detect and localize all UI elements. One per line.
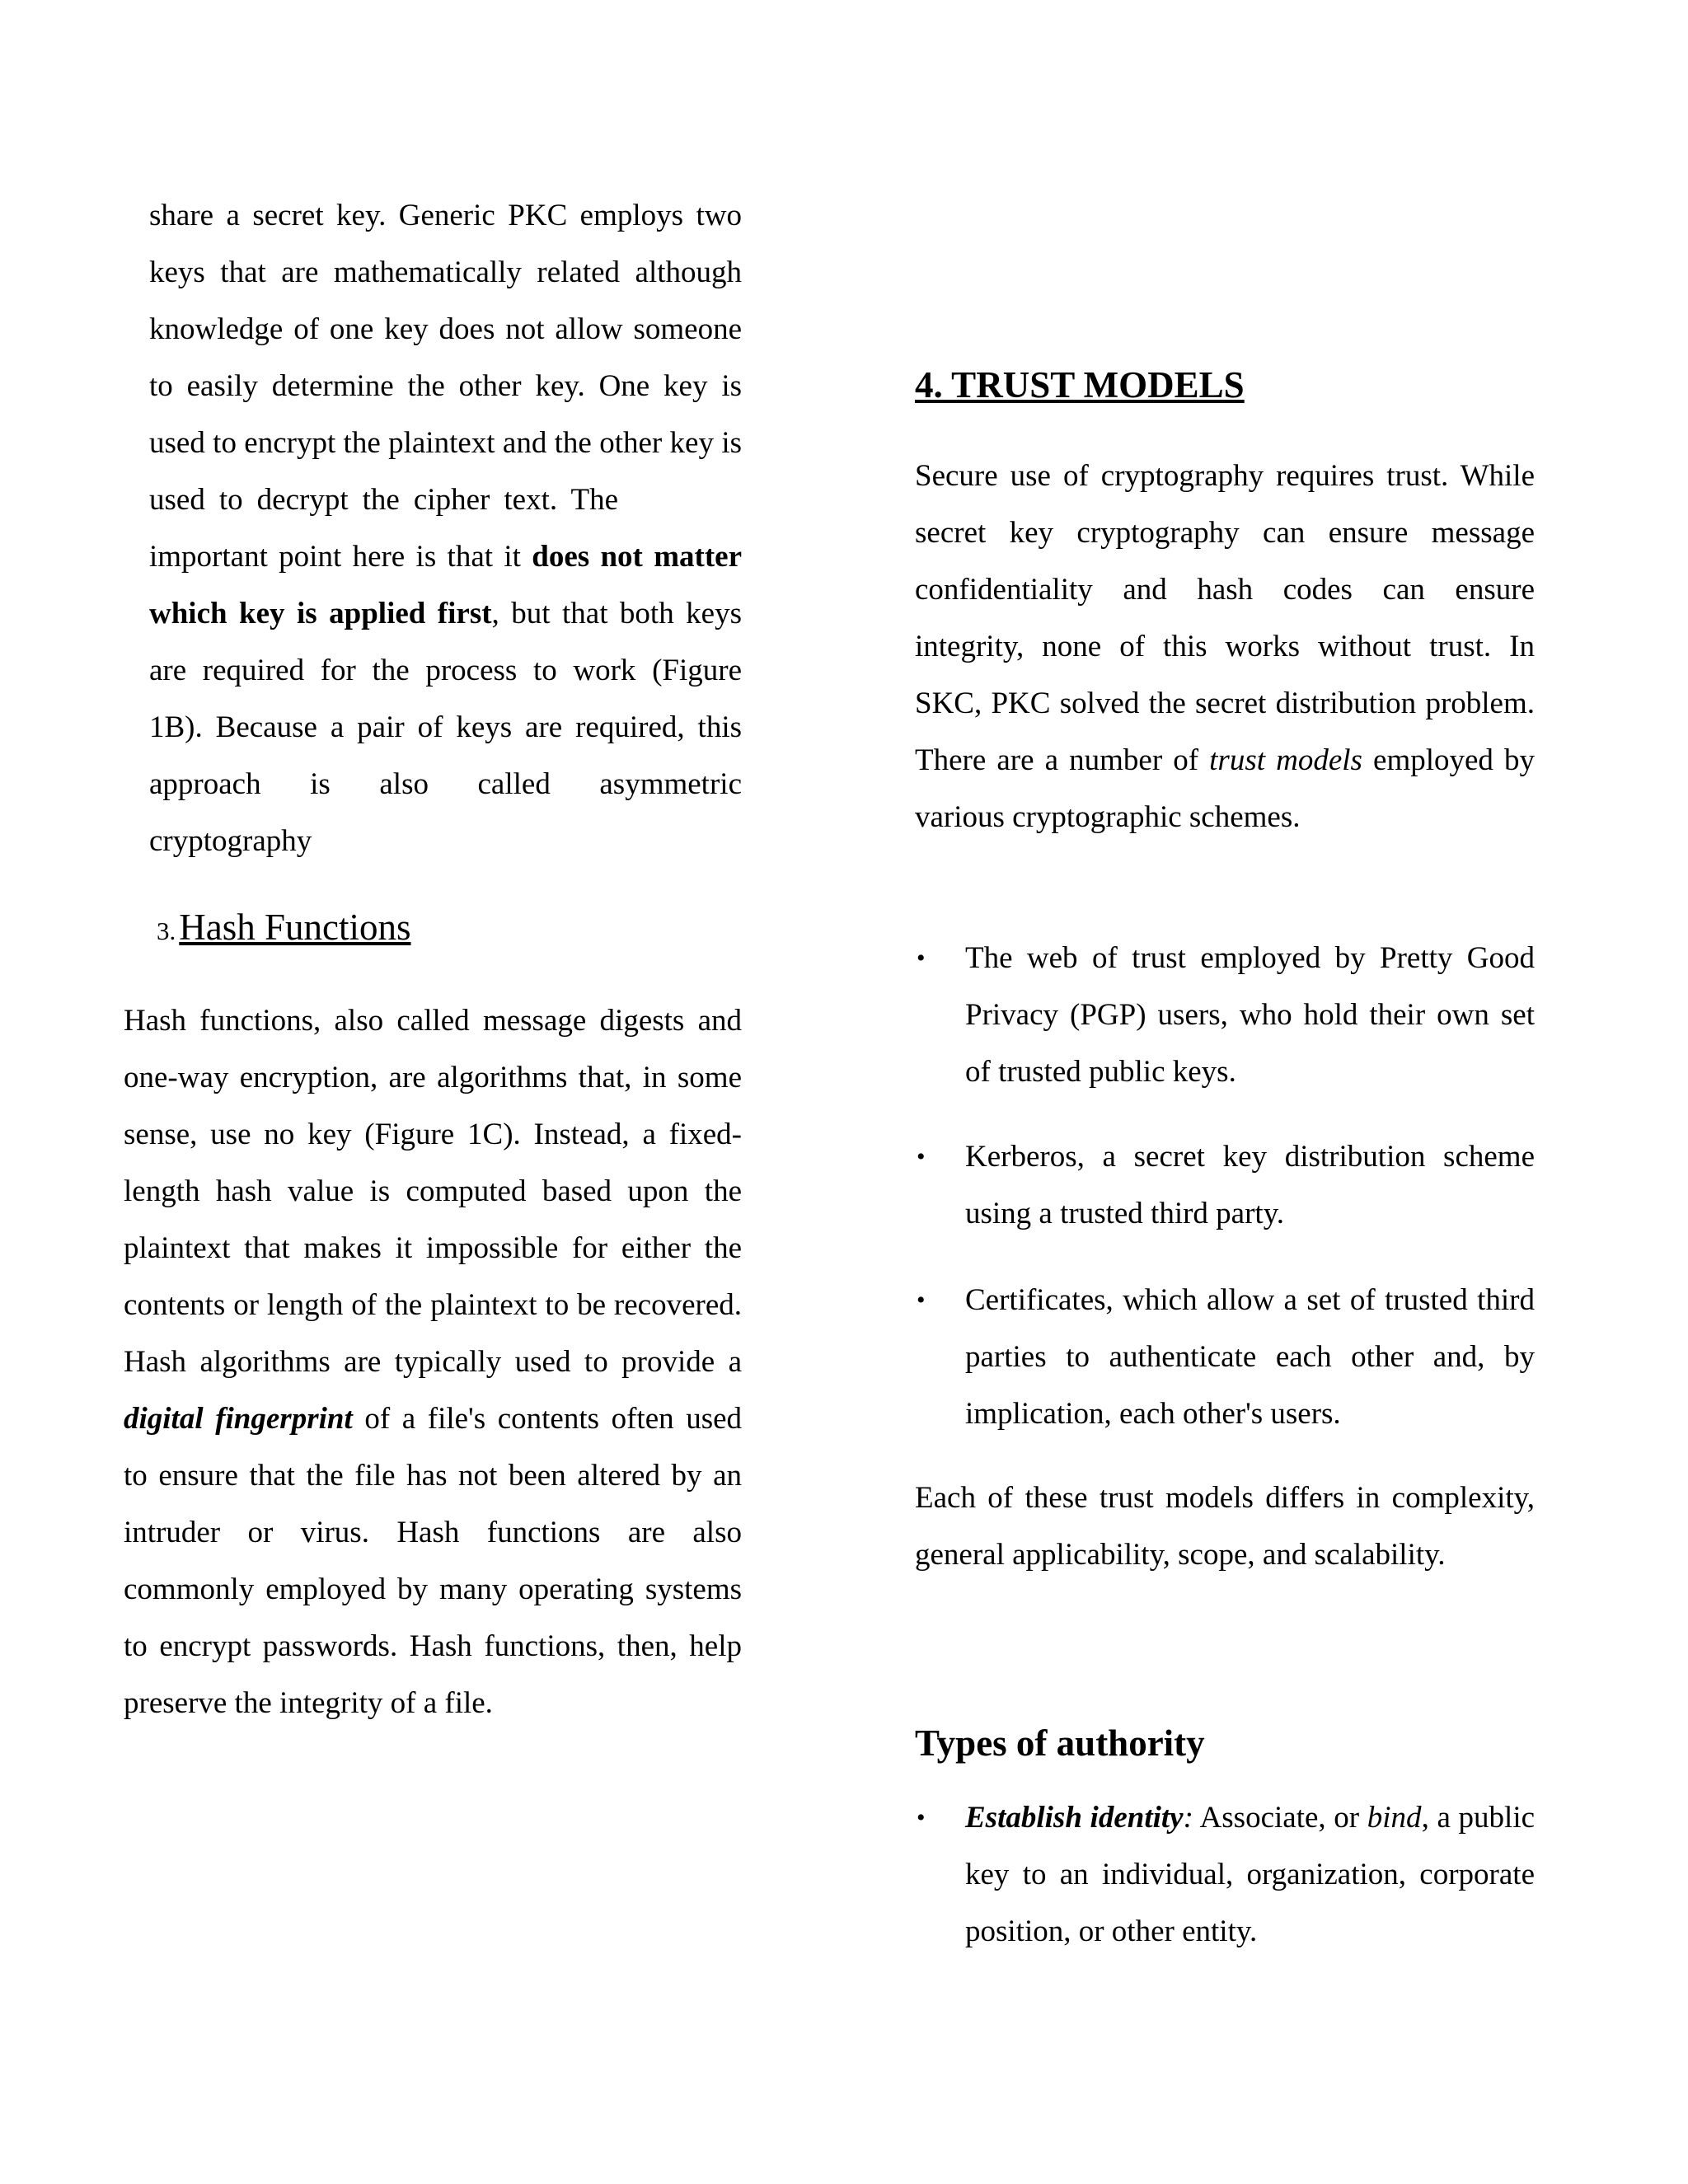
trust-models-term: trust models: [1209, 743, 1362, 777]
hash-text-a: Hash functions, also called message digests and one-way encryption, are algorithms that, in some sense, use no key (Figure 1C). Instead, a fixed-length hash value is computed based upon the plaintext that makes it impossible for either the contents or length of the plaintext to be recovered. Hash algorithms are typically used to provide a: [124, 1004, 742, 1379]
hash-functions-heading: [124, 902, 411, 961]
bind-term: bind: [1367, 1801, 1422, 1835]
list-item: [915, 1272, 1535, 1442]
list-item: [915, 930, 1535, 1100]
types-of-authority-heading: Types of authority: [915, 1722, 1205, 1764]
trust-models-differ-paragraph: Each of these trust models differs in complexity, general applicability, scope, and scalability.: [915, 1481, 1535, 1572]
hash-heading-title: Hash Functions: [179, 907, 411, 948]
trust-text-a: Secure use of cryptography requires trust. While secret key cryptography can ensure message confidentiality and hash codes can ensure integrity, none of this works without trust. In SKC, PKC solved the secret distribution problem. There are a number of: [915, 459, 1535, 777]
bullet-icon: •: [917, 1286, 926, 1314]
list-item-text: [965, 1789, 1535, 1960]
pkc-paragraph: [124, 187, 742, 869]
pkc-bold-phrase: does not matter which key is applied first: [149, 540, 743, 630]
bullet-icon: •: [917, 1143, 926, 1170]
authority-text-b: , a public key to an individual, organization, corporate position, or other entity.: [965, 1801, 1536, 1948]
hash-paragraph: [124, 992, 742, 1732]
list-item-text: Kerberos, a secret key distribution scheme using a trusted third party.: [965, 1140, 1535, 1230]
pkc-text-b: important point here is that it: [149, 540, 521, 574]
pkc-text-c: , but that both keys are required for the process to work (Figure 1B). Because a pair of keys are required, this approach is also called asymmetric cryptography: [149, 597, 742, 858]
list-item-text: Certificates, which allow a set of trusted third parties to authenticate each other and, by implication, each other's users.: [965, 1283, 1535, 1431]
digital-fingerprint-term: digital fingerprint: [124, 1402, 353, 1436]
list-item: [915, 1128, 1535, 1242]
authority-text-a: Associate, or: [1199, 1801, 1360, 1835]
establish-identity-term: Establish identity: [965, 1801, 1184, 1835]
trust-models-heading: 4. TRUST MODELS: [915, 364, 1245, 405]
hash-heading-number: 3.: [157, 916, 176, 945]
term-colon: :: [1183, 1801, 1193, 1835]
trust-text-b: employed by various cryptographic schemes.: [915, 743, 1536, 834]
trust-paragraph: [915, 448, 1535, 846]
hash-text-b: of a file's contents often used to ensure that the file has not been altered by an intruder or virus. Hash functions are also commonly employed by many operating systems to encrypt passwords. Hash functions, then, help preserve the integrity of a file.: [124, 1402, 743, 1720]
list-item-text: The web of trust employed by Pretty Good Privacy (PGP) users, who hold their own set of trusted public keys.: [965, 941, 1535, 1089]
bullet-icon: •: [917, 1804, 926, 1831]
list-item: [915, 1789, 1535, 1960]
bullet-icon: •: [917, 944, 926, 972]
pkc-text-a: share a secret key. Generic PKC employs two keys that are mathematically related although knowledge of one key does not allow someone to easily determine the other key. One key is used to encrypt the plaintext and the other key is used to decrypt the cipher text. The: [149, 199, 742, 517]
